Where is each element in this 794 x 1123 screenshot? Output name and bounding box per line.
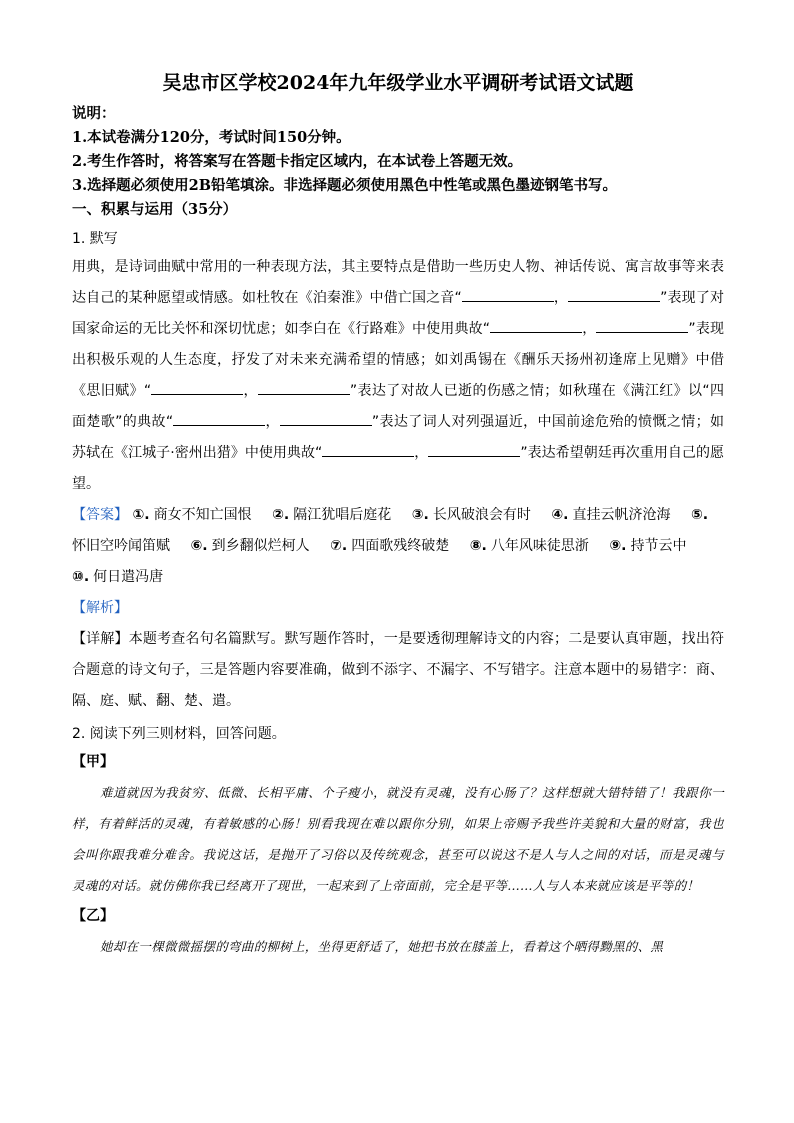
answer-number: ⑤. [690,507,709,523]
detail-block [72,624,724,717]
q1-text: ”表达了词人对列强逼近，中国前途危殆的愤慨之情；如苏轼在《江城子·密州出猎》中使用典故“ [72,414,724,461]
answer-text: 到乡翻似烂柯人 [211,538,310,554]
note-item: 3.选择题必须使用2B铅笔填涂。非选择题必须使用黑色中性笔或黑色墨迹钢笔书写。 [72,177,617,194]
detail-text: 本题考查名句名篇默写。默写题作答时，一是要透彻理解诗文的内容；二是要认真审题，找出符合题意的诗文句子，三是答题内容要准确，做到不添字、不漏字、不写错字。注意本题中的易错字：商、隔、庭、赋、翻、楚、遣。 [72,631,725,709]
answer-number: ⑧. [469,538,487,554]
answer-text: 隔江犹唱后庭花 [293,507,392,523]
answer-number: ⑦. [330,538,348,554]
answer-blank [173,411,265,426]
exam-page [72,70,724,962]
answer-tag: 【答案】 [72,507,128,523]
answer-item [330,538,449,554]
answer-blank [490,318,582,333]
answer-text: 长风破浪会有时 [432,507,531,523]
answer-item [470,538,589,554]
notes-heading: 说明： [72,105,116,122]
answer-blank [428,442,520,457]
answer-number: ③. [411,507,429,523]
answer-blank [596,318,688,333]
answer-number: ⑩. [72,569,90,585]
q1-text: ， [243,383,258,399]
analysis-tag: 【解析】 [72,600,128,616]
answer-text: 怀旧空吟闻笛赋 [72,538,170,554]
answer-text: 何日遣冯唐 [93,569,164,585]
answer-number: ⑥. [190,538,208,554]
material-jia-text: 难道就因为我贫穷、低微、长相平庸、个子瘦小，就没有灵魂，没有心肠了？这样想就大错特错了！我跟你一样，有着鲜活的灵魂，有着敏感的心肠！别看我现在难以跟你分别，如果上帝赐予我些许美貌和大量的财富，我也会叫你跟我难分难舍。我说这话，是抛开了习俗以及传统观念，甚至可以说这不是人与人之间的对话，而是灵魂与灵魂的对话。就仿佛你我已经离开了现世，一起来到了上帝面前，完全是平等……人与人本来就应该是平等的！ [72,785,724,893]
answer-item [72,569,163,585]
q1-text: 用典，是诗词曲赋中常用的一种表现方法，其主要特点是借助一些历史人物、神话传说、寓言故事等来表达自己的某种愿望或情感。如杜牧在《泊秦淮》中借亡国之音“ [72,259,724,306]
note-item: 1.本试卷满分120分，考试时间150分钟。 [72,129,351,146]
detail-tag: 【详解】 [72,631,129,647]
answer-number: ②. [272,507,290,523]
q1-text: ”表达了对故人已逝的伤感之情；如秋瑾在《满江红》以“四面楚歌”的典故“ [72,383,724,430]
note-item: 2.考生作答时，将答案写在答题卡指定区域内，在本试卷上答题无效。 [72,153,523,170]
answer-number: ④. [551,507,569,523]
answer-block [72,500,724,593]
page-title: 吴忠市区学校2024年九年级学业水平调研考试语文试题 [162,72,634,94]
answer-text: 八年风味徒思浙 [490,538,589,554]
answer-text: 商女不知亡国恨 [153,507,252,523]
answer-item [132,507,251,523]
answer-item [412,507,531,523]
answer-blank [258,380,350,395]
question-1-body [72,252,724,500]
answer-item [190,538,309,554]
answer-number: ①. [132,507,150,523]
answer-item [609,538,686,554]
answer-blank [568,287,660,302]
answer-blank [322,442,414,457]
answer-text: 直挂云帆济沧海 [572,507,671,523]
answer-blank [462,287,554,302]
section-heading: 一、积累与运用（35分） [72,201,238,218]
answer-blank [151,380,243,395]
answer-text: 四面歌残终破楚 [351,538,450,554]
answer-item [551,507,670,523]
q1-text: ”表现出积极乐观的人生态度，抒发了对未来充满希望的情感；如刘禹锡在《酬乐天扬州初逢席上见赠》中借《思旧赋》“ [72,321,724,399]
answer-number: ⑨. [609,538,627,554]
q1-text: ”表现了对国家命运的无比关怀和深切忧虑；如李白在《行路难》中使用典故“ [72,290,724,337]
answer-blank [280,411,372,426]
answer-item [272,507,391,523]
q1-text: ， [582,321,597,337]
q1-text: ， [265,414,280,430]
question-1-number: 1. 默写 [72,231,118,247]
q1-text: ”表达希望朝廷再次重用自己的愿望。 [72,445,724,492]
answer-text: 持节云中 [630,538,687,554]
material-yi-label: 【乙】 [72,908,114,924]
q1-text: ， [414,445,429,461]
q1-text: ， [553,290,569,306]
material-jia-label: 【甲】 [72,754,114,770]
question-2-number: 2. 阅读下列三则材料，回答问题。 [72,726,286,742]
material-yi-text: 她却在一棵微微摇摆的弯曲的柳树上，坐得更舒适了，她把书放在膝盖上，看着这个晒得黝黑的、黑 [100,939,664,954]
